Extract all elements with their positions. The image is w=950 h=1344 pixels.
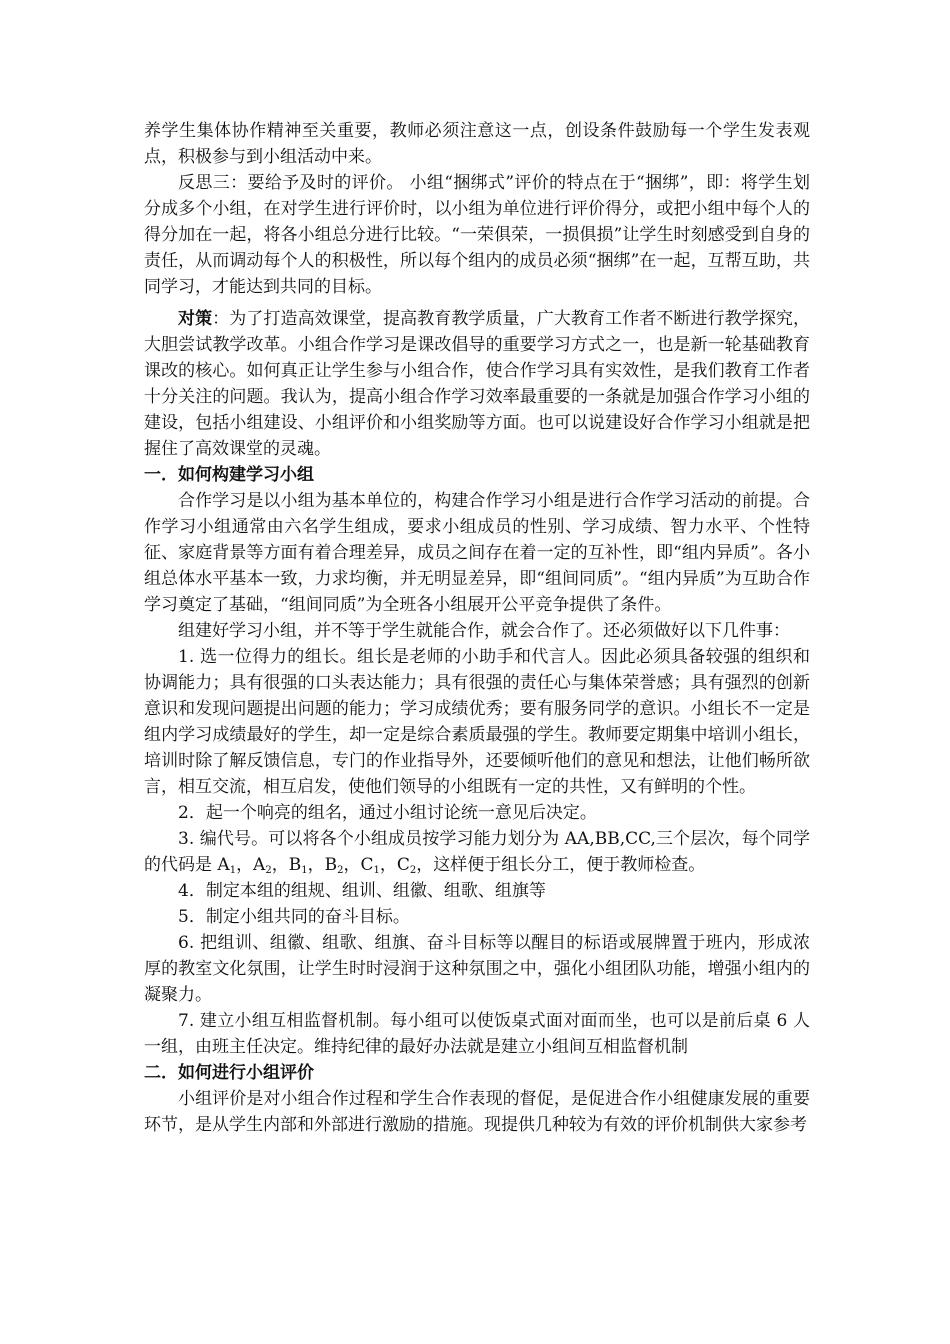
code-separator: ，C [343, 855, 374, 875]
subscript: 1 [229, 865, 237, 876]
paragraph-countermeasure [144, 306, 810, 462]
code-separator: ，B [271, 855, 302, 875]
list-item-3-text: 3. 编代号。可以将各个小组成员按学习能力划分为 AA,BB,CC,三个层次，每个同学的代码是 A [144, 829, 810, 875]
section-heading-1: 一．如何构建学习小组 [144, 465, 314, 485]
subscript: 2 [409, 865, 417, 876]
countermeasure-text: ：为了打造高效课堂，提高教育教学质量，广大教育工作者不断进行教学探究，大胆尝试教学改革。小组合作学习是课改倡导的重要学习方式之一，也是新一轮基础教育课改的核心。如何真正让学生参与小组合作，使合作学习具有实效性，是我们教育工作者十分关注的问题。我认为，提高小组合作学习效率最重要的一条就是加强合作学习小组的建设，包括小组建设、小组评价和小组奖励等方面。也可以说建设好合作学习小组就是把握住了高效课堂的灵魂。 [144, 309, 811, 459]
paragraph-continued: 养学生集体协作精神至关重要，教师必须注意这一点，创设条件鼓励每一个学生发表观点，积极参与到小组活动中来。 [144, 121, 810, 167]
list-item-3 [144, 826, 810, 878]
list-item-6: 6. 把组训、组徽、组歌、组旗、奋斗目标等以醒目的标语或展牌置于班内，形成浓厚的教室文化氛围，让学生时时浸润于这种氛围之中，强化小组团队功能，增强小组内的凝聚力。 [144, 933, 810, 1005]
paragraph-evaluation: 小组评价是对小组合作过程和学生合作表现的督促，是促进合作小组健康发展的重要环节，是从学生内部和外部进行激励的措施。现提供几种较为有效的评价机制供大家参考 [144, 1089, 810, 1135]
subscript: 1 [301, 865, 308, 876]
subscript: 2 [337, 865, 344, 876]
paragraph-reflection-three: 反思三：要给予及时的评价。 小组“捆绑式”评价的特点在于“捆绑”，即：将学生划分成多个小组，在对学生进行评价时，以小组为单位进行评价得分，或把小组中每个人的得分加在一起，将各小组总分进行比较。“一荣俱荣，一损俱损”让学生时刻感受到自身的责任，从而调动每个人的积极性，所以每个组内的成员必须“捆绑”在一起，互帮互助，共同学习，才能达到共同的目标。 [144, 173, 810, 297]
countermeasure-label: 对策 [178, 309, 213, 329]
code-separator: ，C [379, 855, 410, 875]
list-item-5: 5．制定小组共同的奋斗目标。 [178, 907, 410, 927]
document-page [144, 118, 810, 1138]
subscript: 1 [373, 865, 380, 876]
subscript: 2 [265, 865, 272, 876]
list-item-1: 1. 选一位得力的组长。组长是老师的小助手和代言人。因此必须具备较强的组织和协调能力；具有很强的口头表达能力；具有很强的责任心与集体荣誉感；具有强烈的创新意识和发现问题提出问题的能力；学习成绩优秀；要有服务同学的意识。小组长不一定是组内学习成绩最好的学生，却一定是综合素质最强的学生。教师要定期集中培训小组长，培训时除了解反馈信息，专门的作业指导外，还要倾听他们的意见和想法，让他们畅所欲言，相互交流，相互启发，使他们领导的小组既有一定的共性，又有鲜明的个性。 [144, 647, 810, 797]
paragraph-group-building: 合作学习是以小组为基本单位的，构建合作学习小组是进行合作学习活动的前提。合作学习小组通常由六名学生组成，要求小组成员的性别、学习成绩、智力水平、个性特征、家庭背景等方面有着合理差异，成员之间存在着一定的互补性，即“组内异质”。各小组总体水平基本一致，力求均衡，并无明显差异，即“组间同质”。“组内异质”为互助合作学习奠定了基础，“组间同质”为全班各小组展开公平竞争提供了条件。 [144, 491, 810, 615]
list-item-2: 2．起一个响亮的组名，通过小组讨论统一意见后决定。 [178, 803, 597, 823]
paragraph-tasks-intro: 组建好学习小组，并不等于学生就能合作，就会合作了。还必须做好以下几件事： [178, 621, 790, 641]
code-separator: ，A [236, 855, 266, 875]
list-item-4: 4．制定本组的组规、组训、组徽、组歌、组旗等 [178, 881, 546, 901]
list-item-3-tail: ，这样便于组长分工，便于教师检查。 [416, 855, 706, 875]
list-item-7: 7. 建立小组互相监督机制。每小组可以使饭桌式面对面而坐，也可以是前后桌 6 人一组，由班主任决定。维持纪律的最好办法就是建立小组间互相监督机制 [144, 1011, 810, 1057]
section-heading-2: 二．如何进行小组评价 [144, 1063, 314, 1083]
code-separator: ，B [307, 855, 338, 875]
